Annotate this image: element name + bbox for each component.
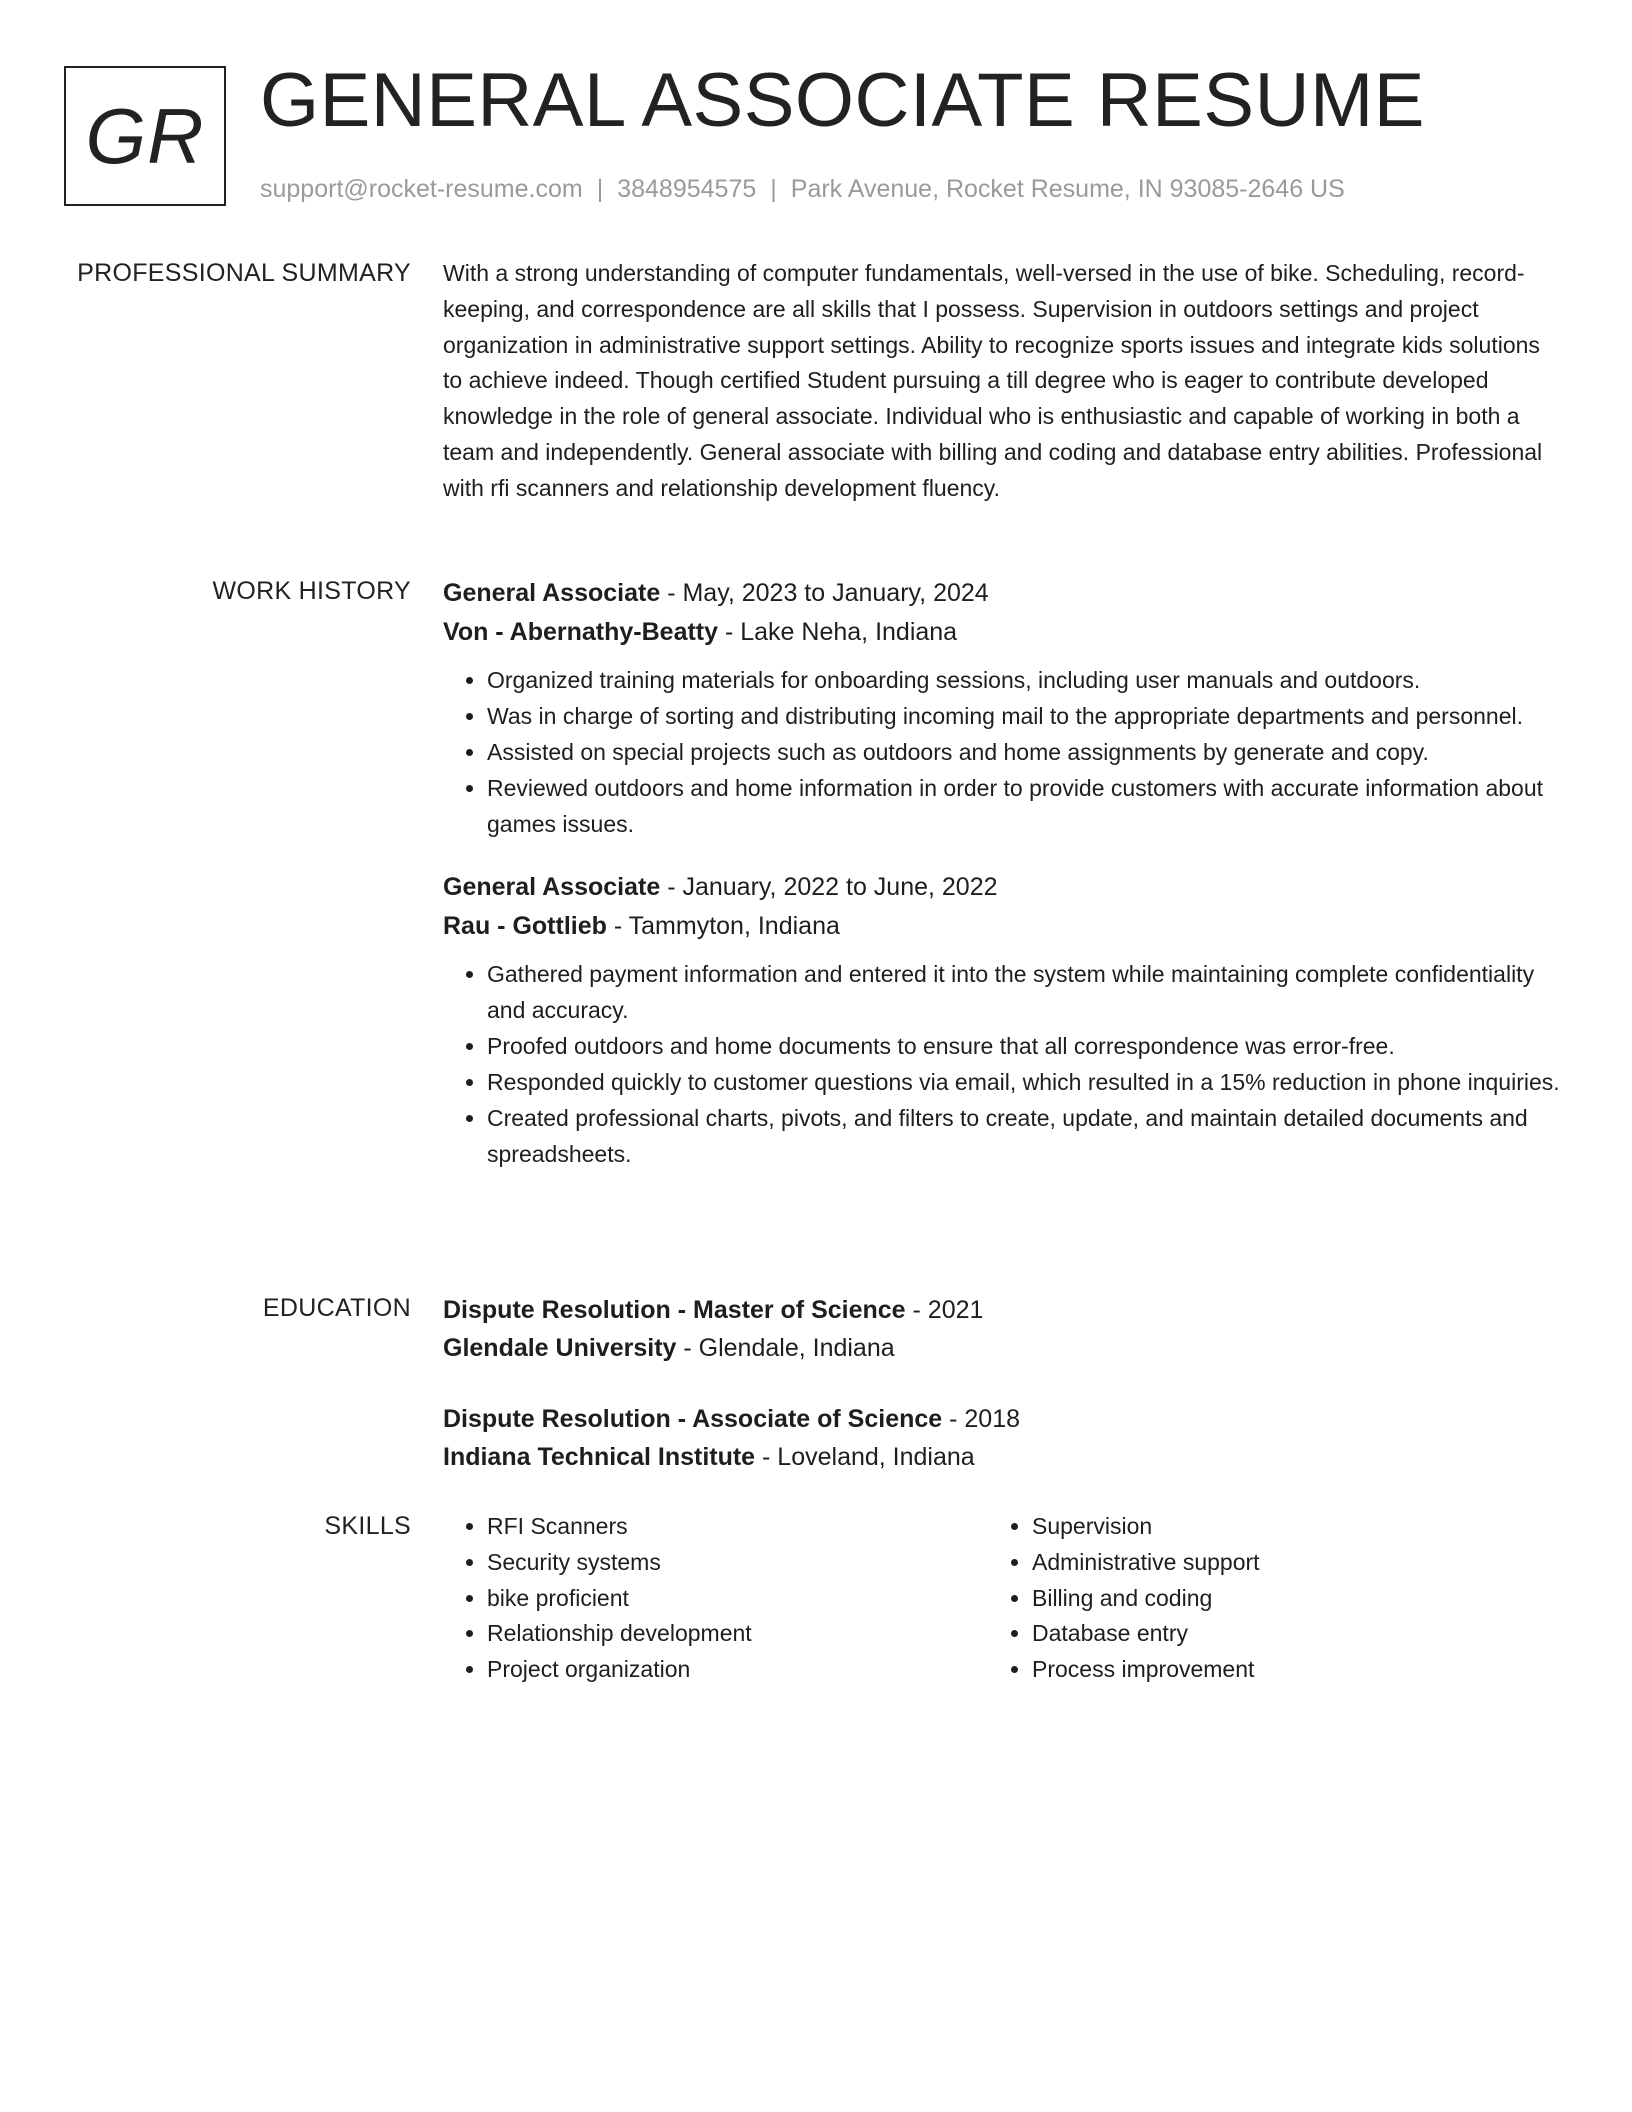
degree-year: - 2021 — [905, 1296, 984, 1324]
skill-item: • Supervision — [1032, 1509, 1488, 1545]
summary-heading: PROFESSIONAL SUMMARY — [77, 259, 411, 287]
education-heading: EDUCATION — [262, 1294, 411, 1322]
job-bullet: • Was in charge of sorting and distributing incoming mail to the appropriate departments and personnel. — [487, 698, 1563, 734]
skill-item: • Security systems — [487, 1545, 988, 1581]
skills-columns — [443, 1509, 1563, 1688]
job-dates: - May, 2023 to January, 2024 — [660, 579, 989, 607]
school-location: - Loveland, Indiana — [755, 1443, 975, 1471]
job-bullet: • Reviewed outdoors and home information in order to provide customers with accurate information about games issues. — [487, 770, 1563, 842]
job-dates: - January, 2022 to June, 2022 — [660, 873, 998, 901]
job-bullet: • Gathered payment information and entered it into the system while maintaining complete confidentiality and accuracy. — [487, 956, 1563, 1028]
contact-email: support@rocket-resume.com — [260, 175, 583, 203]
skill-item: • Database entry — [1032, 1616, 1488, 1652]
skills-heading: SKILLS — [324, 1512, 411, 1540]
school-location: - Glendale, Indiana — [676, 1334, 895, 1362]
school: Indiana Technical Institute — [443, 1443, 756, 1471]
job-entry — [443, 868, 1563, 1172]
skill-item: • Process improvement — [1032, 1652, 1488, 1688]
skill-item: • RFI Scanners — [487, 1509, 988, 1545]
degree: Dispute Resolution - Master of Science — [443, 1296, 906, 1324]
contact-line — [260, 173, 1345, 205]
job-bullet: • Responded quickly to customer questions via email, which resulted in a 15% reduction in phone inquiries. — [487, 1064, 1563, 1100]
education-entry — [443, 1291, 1563, 1367]
summary-text: With a strong understanding of computer fundamentals, well-versed in the use of bike. Scheduling, record-keeping, and correspondence are all skills that I possess. Supervision in outdoors settings and project organization in administrative support settings. Ability to recognize sports issues and integrate kids solutions to achieve indeed. Though certified Student pursuing a till degree who is eager to contribute developed knowledge in the role of general associate. Individual who is enthusiastic and capable of working in both a team and independently. General associate with billing and coding and database entry abilities. Professional with rfi scanners and relationship development fluency. — [443, 260, 1543, 501]
job-bullet: • Proofed outdoors and home documents to ensure that all correspondence was error-free. — [487, 1028, 1563, 1064]
job-location: - Tammyton, Indiana — [606, 912, 840, 940]
job-entry — [443, 574, 1563, 842]
job-bullets — [443, 662, 1563, 842]
contact-address: Park Avenue, Rocket Resume, IN 93085-2646 US — [790, 175, 1345, 203]
degree-year: - 2018 — [942, 1405, 1021, 1433]
skill-item: • bike proficient — [487, 1581, 988, 1617]
skill-item: • Billing and coding — [1032, 1581, 1488, 1617]
contact-phone: 3848954575 — [617, 175, 757, 203]
job-location: - Lake Neha, Indiana — [718, 618, 958, 646]
contact-separator: | — [596, 175, 604, 203]
education-entry — [443, 1400, 1563, 1476]
job-company: Rau - Gottlieb — [443, 912, 607, 940]
job-title: General Associate — [443, 873, 661, 901]
job-company: Von - Abernathy-Beatty — [443, 618, 719, 646]
skill-item: • Project organization — [487, 1652, 988, 1688]
job-bullets — [443, 956, 1563, 1172]
contact-separator: | — [770, 175, 777, 203]
job-bullet: • Assisted on special projects such as outdoors and home assignments by generate and copy. — [487, 734, 1563, 770]
job-title: General Associate — [443, 579, 661, 607]
skill-item: • Relationship development — [487, 1616, 988, 1652]
job-bullet: • Created professional charts, pivots, and filters to create, update, and maintain detailed documents and spreadsheets. — [487, 1100, 1563, 1172]
degree: Dispute Resolution - Associate of Science — [443, 1405, 943, 1433]
skills-list-left — [443, 1509, 988, 1688]
job-bullet: • Organized training materials for onboarding sessions, including user manuals and outdoors. — [487, 662, 1563, 698]
skill-item: • Administrative support — [1032, 1545, 1488, 1581]
school: Glendale University — [443, 1334, 677, 1362]
resume-title: GENERAL ASSOCIATE RESUME — [260, 58, 1425, 143]
skills-list-right — [988, 1509, 1488, 1688]
work-history-heading: WORK HISTORY — [212, 577, 411, 605]
monogram-box: GR — [64, 66, 226, 206]
